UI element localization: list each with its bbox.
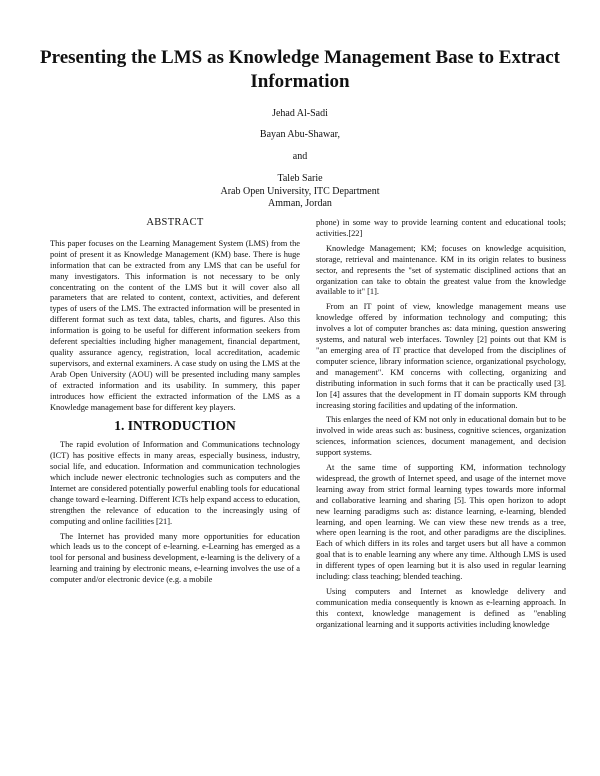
intro-paragraph-1: The rapid evolution of Information and Communications technology (ICT) has positive effects in many areas, especially business, industry, social life, and education. Information and communication technologies which include newer electronic technologies such as computers and the Internet are considered potentially powerful enabling tools for educational change toward e-learning. Different ICTs help expand access to education, strengthen the relevance of education to the increasingly using of computing and online facilities [21]. [50,440,300,526]
author-2: Bayan Abu-Shawar, [259,129,341,140]
right-paragraph-5: Using computers and Internet as knowledge delivery and communication media consequently is known as e-learning approach. In this context, knowledge management is defined as "enabling organizational learning and it supports activities including knowledge [316,587,566,629]
author-1: Jehad Al-Sadi [272,108,328,119]
right-paragraph-3: This enlarges the need of KM not only in educational domain but to be involved in wide areas such as: business, cognitive sciences, organization sciences, information sciences, document management, and decision support systems. [316,415,566,458]
abstract-heading: ABSTRACT [146,217,204,228]
abstract-text: This paper focuses on the Learning Management System (LMS) from the point of present it as Knowledge Management (KM) base. There is huge information that can be extracted from any LMS that can be useful for many investigators. This information is not necessary to be only concentrating on the content of the LMS but it will cover also all parameters that are related to content, context, activities, and deferent types of users of the LMS. The extracted information will be presented in different format such as text data, tables, charts, and figures. Also this information is going to be useful for different information seekers from deferent specialties including higher management, financial department, quality assurance agency, registration, local accreditation, academic supervisors, and external examiners. A case study on using the LMS at the Arab Open University (AOU) will be presented including many samples of extracted information and its usability. In summery, this paper introduces how efficient the extracted information of the LMS as a Knowledge management base for different key players. [50,238,300,412]
paper-title: Presenting the LMS as Knowledge Management Base to Extract Information [40,47,560,92]
right-paragraph-4: At the same time of supporting KM, information technology widespread, the growth of Internet speed, and usage of the internet move learning away from strict formal learning types towards more informal and collaborative learning and sharing [5]. This open horizon to adopt new learning paradigms such as: distance learning, e-learning, blended learning, and open learning. We can view these new trends as a tree, where open learning is the root, and other paradigms are the disciplines. Each of which differs in its roles and target users but all have a common goal that is to enable learning any where any time. Although LMS is used in different types of open learning but it is also used in regular learning including: class teaching; blended teaching. [316,463,566,582]
right-paragraph-1: Knowledge Management; KM; focuses on knowledge acquisition, storage, retrieval and maintenance. KM in its origin relates to business sector, and represents the "set of systematic disciplined actions that an organization can take to obtain the greatest value from the knowledge available to it" [1]. [316,243,566,297]
affiliation-line-2: Amman, Jordan [268,198,332,209]
section-heading-introduction: 1. INTRODUCTION [114,418,236,434]
right-paragraph-2: From an IT point of view, knowledge management means use knowledge offered by information technology and computing; this involves a lot of computer branches as: data mining, question answering systems, and natural web interfaces. Townley [2] points out that KM is "an emerging area of IT practice that developed from the disciplines of computer science, library information science, organizational psychology, and management". KM concerns with collecting, organizing and distributing information in such forms that it can be practically used [3]. Ion [4] assures that the development in IT domain supports KM through increasing storing facilities and updating of the information. [316,302,566,410]
left-column [50,218,300,590]
right-paragraph-0: phone) in some way to provide learning content and educational tools; activities.[22] [316,218,566,238]
intro-paragraph-2: The Internet has provided many more opportunities for education which leads us to the concept of e-learning. e-Learning has emerged as a tool for personal and business development, e-learning is the delivery of a learning and training by electronic means, e-learning involves the use of a computer and/or electronic device (e.g. a mobile [50,531,300,585]
author-3: Taleb Sarie [277,173,323,184]
right-column [316,218,566,635]
affiliation-line-1: Arab Open University, ITC Department [220,186,380,197]
author-conjunction: and [292,151,308,162]
